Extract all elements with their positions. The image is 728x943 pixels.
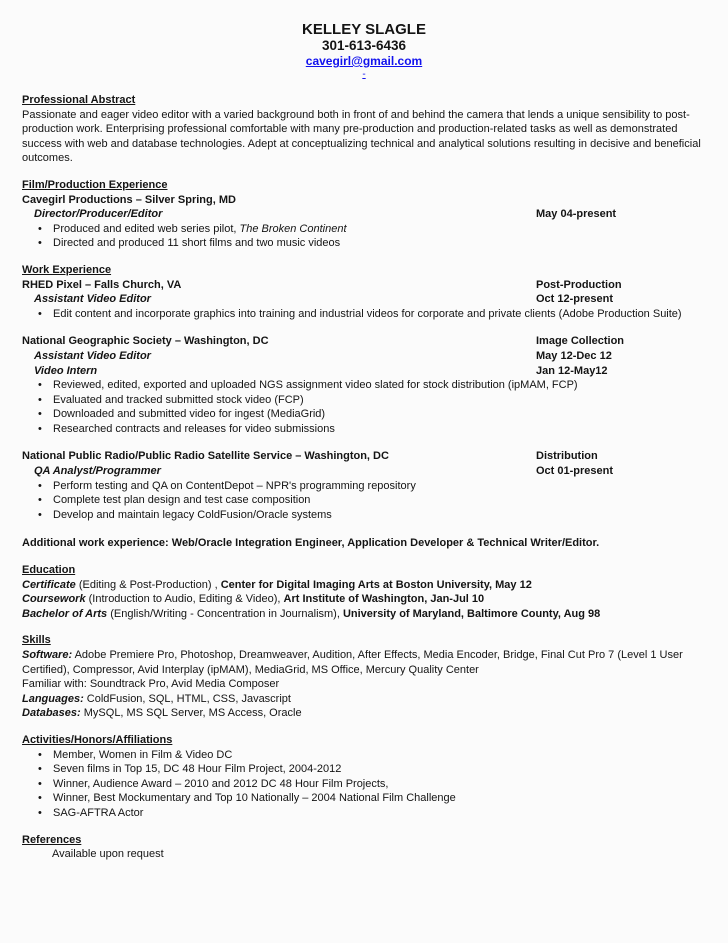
job-title: QA Analyst/Programmer bbox=[34, 465, 161, 478]
company-line bbox=[22, 193, 706, 208]
company-name: National Geographic Society – Washington, DC bbox=[22, 335, 269, 348]
role-line bbox=[22, 349, 706, 364]
person-name: KELLEY SLAGLE bbox=[302, 21, 426, 38]
bullet-item: • Seven films in Top 15, DC 48 Hour Film Project, 2004-2012 bbox=[53, 762, 706, 777]
job-bullet-list bbox=[22, 378, 706, 436]
skills-languages-row bbox=[22, 692, 706, 707]
skill-category-label: Software: bbox=[22, 649, 73, 661]
date-range: May 12-Dec 12 bbox=[536, 349, 612, 362]
degree-name: Bachelor of Arts bbox=[22, 607, 108, 620]
education-entry bbox=[22, 578, 706, 593]
work-experience-heading: Work Experience bbox=[22, 263, 112, 276]
section-activities bbox=[22, 733, 706, 821]
department-label: Distribution bbox=[536, 450, 598, 463]
film-experience-heading: Film/Production Experience bbox=[22, 178, 168, 191]
company-name: RHED Pixel – Falls Church, VA bbox=[22, 278, 182, 291]
empty-link-line bbox=[22, 69, 706, 81]
company-name: Cavegirl Productions – Silver Spring, MD bbox=[22, 193, 236, 206]
job-bullet-list bbox=[22, 479, 706, 523]
role-line bbox=[22, 364, 706, 379]
job-entry bbox=[22, 278, 706, 322]
skills-databases-row bbox=[22, 706, 706, 721]
job-title: Director/Producer/Editor bbox=[34, 208, 163, 221]
bullet-item: • Complete test plan design and test case composition bbox=[53, 493, 706, 508]
phone-number: 301-613-6436 bbox=[321, 38, 407, 53]
role-line bbox=[22, 464, 706, 479]
skills-heading: Skills bbox=[22, 634, 51, 647]
bullet-item: • Reviewed, edited, exported and uploaded NGS assignment video slated for stock distribution (ipMAM, FCP) bbox=[53, 378, 706, 393]
skill-category-label: Languages: bbox=[22, 692, 84, 705]
job-title: Assistant Video Editor bbox=[34, 349, 151, 362]
skills-familiar-row: Familiar with: Soundtrack Pro, Avid Media Composer bbox=[22, 678, 280, 691]
role-line bbox=[22, 207, 706, 222]
work-title-italic: The Broken Continent bbox=[239, 222, 347, 235]
bullet-item: • Evaluated and tracked submitted stock video (FCP) bbox=[53, 393, 706, 408]
job-bullet-list bbox=[22, 307, 706, 322]
company-line bbox=[22, 334, 706, 349]
bullet-item: • Directed and produced 11 short films and two music videos bbox=[53, 236, 706, 251]
section-professional-abstract bbox=[22, 93, 706, 166]
school-name: Art Institute of Washington, Jan-Jul 10 bbox=[283, 593, 485, 606]
skill-list: ColdFusion, SQL, HTML, CSS, Javascript bbox=[83, 692, 291, 705]
activities-bullet-list bbox=[22, 748, 706, 821]
bullet-item: • Researched contracts and releases for video submissions bbox=[53, 422, 706, 437]
film-bullet-list bbox=[22, 222, 706, 251]
section-skills bbox=[22, 633, 706, 721]
bullet-item: • Perform testing and QA on ContentDepot – NPR's programming repository bbox=[53, 479, 706, 494]
references-note: Available upon request bbox=[52, 848, 164, 861]
job-entry bbox=[22, 334, 706, 436]
abstract-text: Passionate and eager video editor with a varied background both in front of and behind the camera that lends a unique sensibility to post-production work. Enterprising professional comfortable with many pre-production and production-related tasks as well as demonstrated success with web and database technologies. Adept at conceptualizing technical and analytical solutions resulting in decisive and beneficial outcomes. bbox=[22, 108, 701, 165]
company-line bbox=[22, 278, 706, 293]
bullet-item: • Edit content and incorporate graphics into training and industrial videos for corporate and private clients (Adobe Production Suite) bbox=[53, 307, 706, 322]
bullet-item: • Develop and maintain legacy ColdFusion/Oracle systems bbox=[53, 508, 706, 523]
email-line bbox=[22, 54, 706, 69]
job-title: Video Intern bbox=[34, 364, 98, 377]
education-heading: Education bbox=[22, 564, 76, 577]
skill-list: Adobe Premiere Pro, Photoshop, Dreamweaver, Audition, After Effects, Media Encoder, Bridge, Final Cut Pro 7 (Level 1 User Certified), Compressor, Avid Interplay (ipMAM), MediaGrid, MS Office, Mercury Quality Center bbox=[22, 649, 683, 676]
skills-software-row bbox=[22, 648, 706, 677]
bullet-item bbox=[53, 222, 706, 237]
department-label: Post-Production bbox=[536, 278, 622, 291]
skill-category-label: Databases: bbox=[22, 707, 81, 720]
email-link[interactable]: cavegirl@gmail.com bbox=[305, 54, 423, 68]
education-entry bbox=[22, 592, 706, 607]
activities-heading: Activities/Honors/Affiliations bbox=[22, 733, 173, 746]
bullet-item: • Winner, Best Mockumentary and Top 10 Nationally – 2004 National Film Challenge bbox=[53, 791, 706, 806]
education-entry bbox=[22, 607, 706, 622]
section-references bbox=[22, 833, 706, 862]
degree-detail: (English/Writing - Concentration in Journalism), bbox=[107, 607, 343, 620]
job-entry bbox=[22, 449, 706, 522]
degree-detail: (Introduction to Audio, Editing & Video), bbox=[85, 593, 284, 606]
department-label: Image Collection bbox=[536, 335, 625, 348]
school-name: University of Maryland, Baltimore County, Aug 98 bbox=[342, 607, 601, 620]
job-title: Assistant Video Editor bbox=[34, 293, 151, 306]
additional-experience-note: Additional work experience: Web/Oracle Integration Engineer, Application Developer & Technical Writer/Editor. bbox=[22, 537, 600, 550]
role-line bbox=[22, 292, 706, 307]
degree-name: Certificate bbox=[22, 578, 76, 591]
section-education bbox=[22, 563, 706, 621]
school-name: Center for Digital Imaging Arts at Boston University, May 12 bbox=[220, 578, 532, 591]
degree-name: Coursework bbox=[22, 593, 86, 606]
degree-detail: (Editing & Post-Production) , bbox=[75, 578, 221, 591]
bullet-item: • Winner, Audience Award – 2010 and 2012 DC 48 Hour Film Projects, bbox=[53, 777, 706, 792]
section-film-experience bbox=[22, 178, 706, 251]
date-range: Oct 01-present bbox=[536, 465, 614, 478]
professional-abstract-heading: Professional Abstract bbox=[22, 94, 136, 106]
bullet-item: • Member, Women in Film & Video DC bbox=[53, 748, 706, 763]
empty-anchor-link[interactable]: - bbox=[362, 69, 366, 80]
bullet-item: • Downloaded and submitted video for ingest (MediaGrid) bbox=[53, 407, 706, 422]
company-line bbox=[22, 449, 706, 464]
resume-header bbox=[22, 21, 706, 81]
skill-list: MySQL, MS SQL Server, MS Access, Oracle bbox=[80, 707, 302, 720]
date-range: May 04-present bbox=[536, 208, 617, 221]
section-work-experience bbox=[22, 263, 706, 551]
references-heading: References bbox=[22, 833, 82, 846]
bullet-text: Produced and edited web series pilot, bbox=[53, 222, 240, 235]
date-range: Jan 12-May12 bbox=[536, 364, 608, 377]
bullet-item: • SAG-AFTRA Actor bbox=[53, 806, 706, 821]
date-range: Oct 12-present bbox=[536, 293, 614, 306]
company-name: National Public Radio/Public Radio Satellite Service – Washington, DC bbox=[22, 450, 389, 463]
